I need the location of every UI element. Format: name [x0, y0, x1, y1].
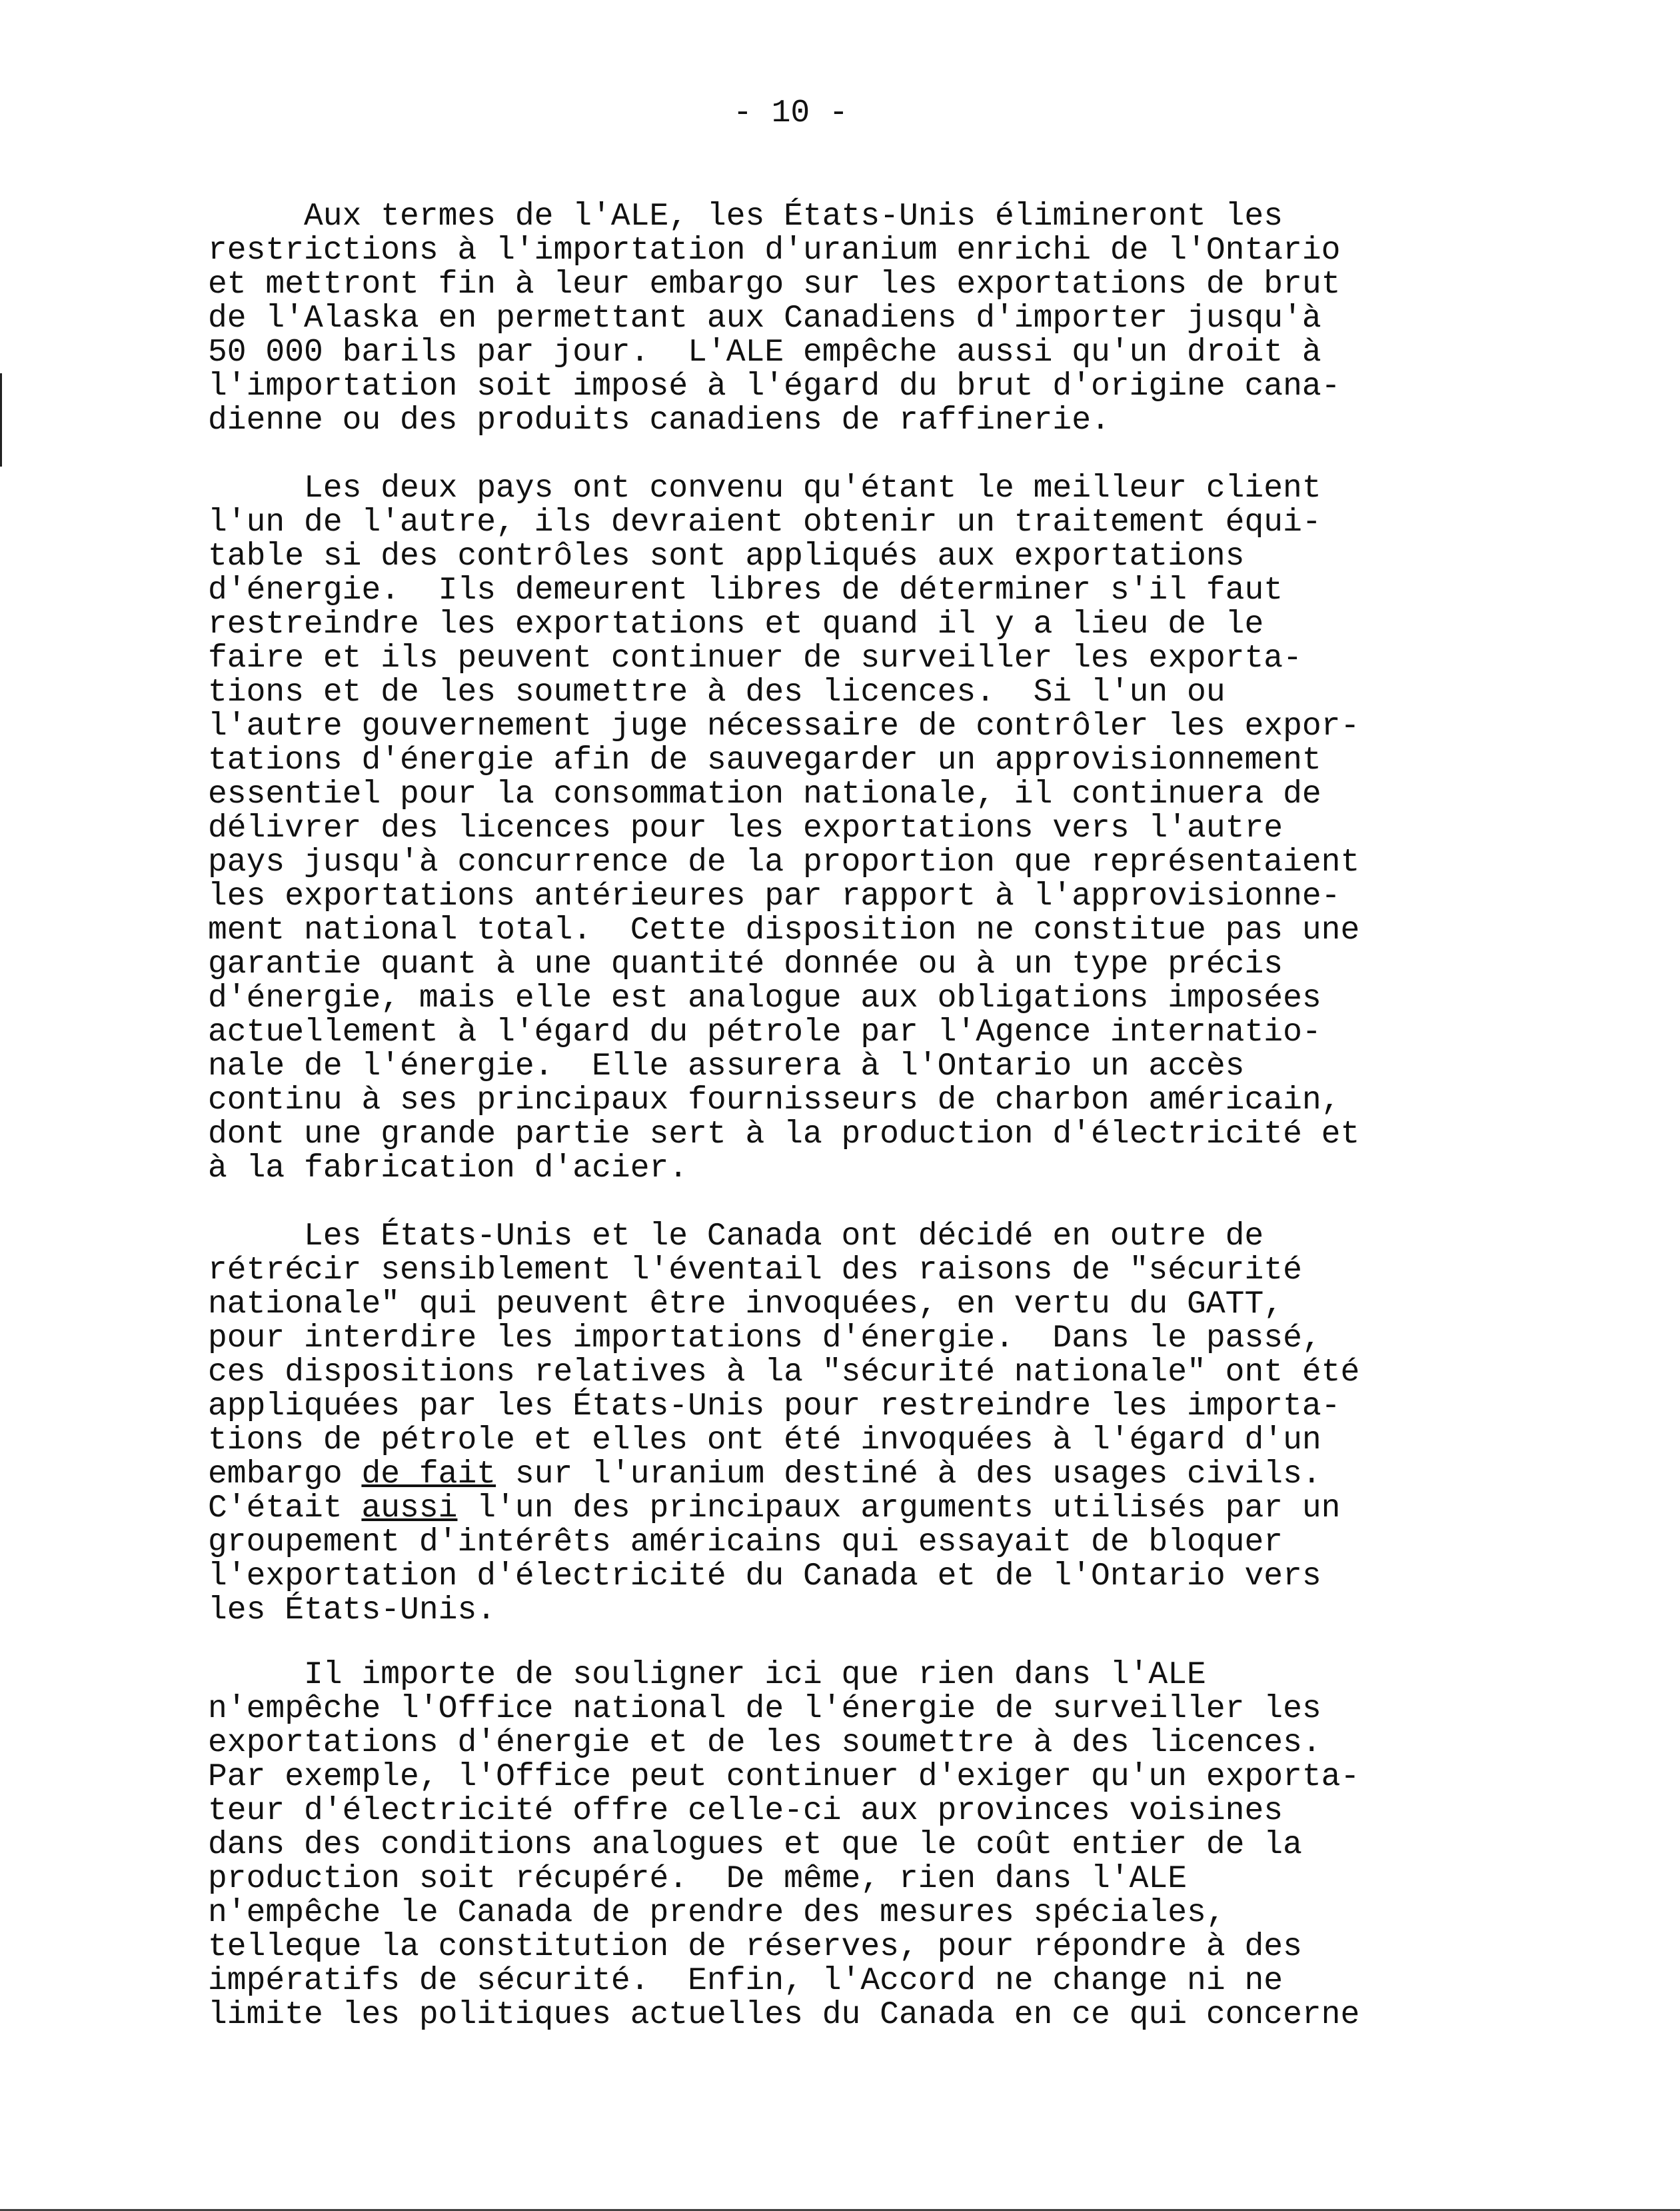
paragraph-1	[208, 200, 1340, 438]
paragraph-2	[208, 472, 1359, 1186]
text-line: continu à ses principaux fournisseurs de charbon américain,	[208, 1083, 1341, 1118]
text-line: restrictions à l'importation d'uranium enrichi de l'Ontario	[208, 233, 1341, 269]
text-line: Il importe de souligner ici que rien dans l'ALE	[304, 1657, 1206, 1693]
text-line: n'empêche le Canada de prendre des mesures spéciales,	[208, 1895, 1226, 1931]
scan-edge-mark	[0, 373, 2, 467]
text-line: impératifs de sécurité. Enfin, l'Accord ne change ni ne	[208, 1963, 1283, 1999]
text-line: 50 000 barils par jour. L'ALE empêche aussi qu'un droit à	[208, 335, 1321, 371]
text-line: garantie quant à une quantité donnée ou à un type précis	[208, 947, 1283, 983]
text-line: ces dispositions relatives à la "sécurité nationale" ont été	[208, 1354, 1360, 1390]
text-line: les exportations antérieures par rapport à l'approvisionne-	[208, 879, 1341, 915]
text-line: exportations d'énergie et de les soumettre à des licences.	[208, 1725, 1321, 1761]
text-line: l'un de l'autre, ils devraient obtenir un traitement équi-	[208, 505, 1321, 541]
text-line: Les deux pays ont convenu qu'étant le meilleur client	[304, 471, 1321, 507]
text-line: pour interdire les importations d'énergie. Dans le passé,	[208, 1320, 1321, 1356]
text-line: délivrer des licences pour les exportations vers l'autre	[208, 811, 1283, 847]
text-line: table si des contrôles sont appliqués aux exportations	[208, 539, 1245, 575]
text-line: essentiel pour la consommation nationale, il continuera de	[208, 777, 1321, 813]
paragraph-3	[208, 1220, 1359, 1628]
text-line: restreindre les exportations et quand il y a lieu de le	[208, 607, 1264, 643]
text-line: production soit récupéré. De même, rien dans l'ALE	[208, 1861, 1188, 1897]
text-line: d'énergie, mais elle est analogue aux obligations imposées	[208, 981, 1321, 1017]
text-line: d'énergie. Ils demeurent libres de déterminer s'il faut	[208, 573, 1283, 609]
paragraph-4	[208, 1658, 1359, 2032]
text-line: C'était aussi l'un des principaux arguments utilisés par un	[208, 1490, 1341, 1526]
text-line: l'autre gouvernement juge nécessaire de contrôler les expor-	[208, 709, 1360, 745]
text-line: Aux termes de l'ALE, les États-Unis élimineront les	[304, 199, 1283, 235]
text-line: nale de l'énergie. Elle assurera à l'Ontario un accès	[208, 1049, 1245, 1085]
text-line: tions de pétrole et elles ont été invoquées à l'égard d'un	[208, 1422, 1321, 1458]
text-line: n'empêche l'Office national de l'énergie de surveiller les	[208, 1691, 1321, 1727]
text-line: faire et ils peuvent continuer de surveiller les exporta-	[208, 641, 1302, 677]
text-line: rétrécir sensiblement l'éventail des raisons de "sécurité	[208, 1252, 1302, 1288]
text-line: l'exportation d'électricité du Canada et de l'Ontario vers	[208, 1558, 1321, 1594]
text-line: ment national total. Cette disposition ne constitue pas une	[208, 913, 1360, 949]
text-line: l'importation soit imposé à l'égard du brut d'origine cana-	[208, 369, 1341, 405]
text-line: Par exemple, l'Office peut continuer d'exiger qu'un exporta-	[208, 1759, 1360, 1795]
text-line: actuellement à l'égard du pétrole par l'Agence internatio-	[208, 1015, 1321, 1051]
text-line: et mettront fin à leur embargo sur les exportations de brut	[208, 267, 1341, 303]
underlined-term: de fait	[361, 1456, 496, 1492]
text-line: embargo de fait sur l'uranium destiné à des usages civils.	[208, 1456, 1321, 1492]
underlined-term: aussi	[361, 1490, 458, 1526]
text-line: dienne ou des produits canadiens de raffinerie.	[208, 403, 1110, 439]
text-line: de l'Alaska en permettant aux Canadiens d'importer jusqu'à	[208, 301, 1321, 337]
text-line: telleque la constitution de réserves, pour répondre à des	[208, 1929, 1302, 1965]
text-line: limite les politiques actuelles du Canada en ce qui concerne	[208, 1997, 1360, 2033]
text-line: dans des conditions analogues et que le coût entier de la	[208, 1827, 1302, 1863]
text-line: nationale" qui peuvent être invoquées, en vertu du GATT,	[208, 1286, 1283, 1322]
text-line: les États-Unis.	[208, 1592, 496, 1628]
page-number: - 10 -	[733, 95, 848, 131]
text-line: tions et de les soumettre à des licences. Si l'un ou	[208, 675, 1226, 711]
text-line: à la fabrication d'acier.	[208, 1150, 688, 1186]
text-line: groupement d'intérêts américains qui essayait de bloquer	[208, 1524, 1283, 1560]
text-line: pays jusqu'à concurrence de la proportion que représentaient	[208, 845, 1360, 881]
text-line: teur d'électricité offre celle-ci aux provinces voisines	[208, 1793, 1283, 1829]
text-line: Les États-Unis et le Canada ont décidé en outre de	[304, 1218, 1264, 1254]
text-line: tations d'énergie afin de sauvegarder un approvisionnement	[208, 743, 1321, 779]
text-line: dont une grande partie sert à la production d'électricité et	[208, 1116, 1360, 1152]
text-line: appliquées par les États-Unis pour restreindre les importa-	[208, 1388, 1341, 1424]
